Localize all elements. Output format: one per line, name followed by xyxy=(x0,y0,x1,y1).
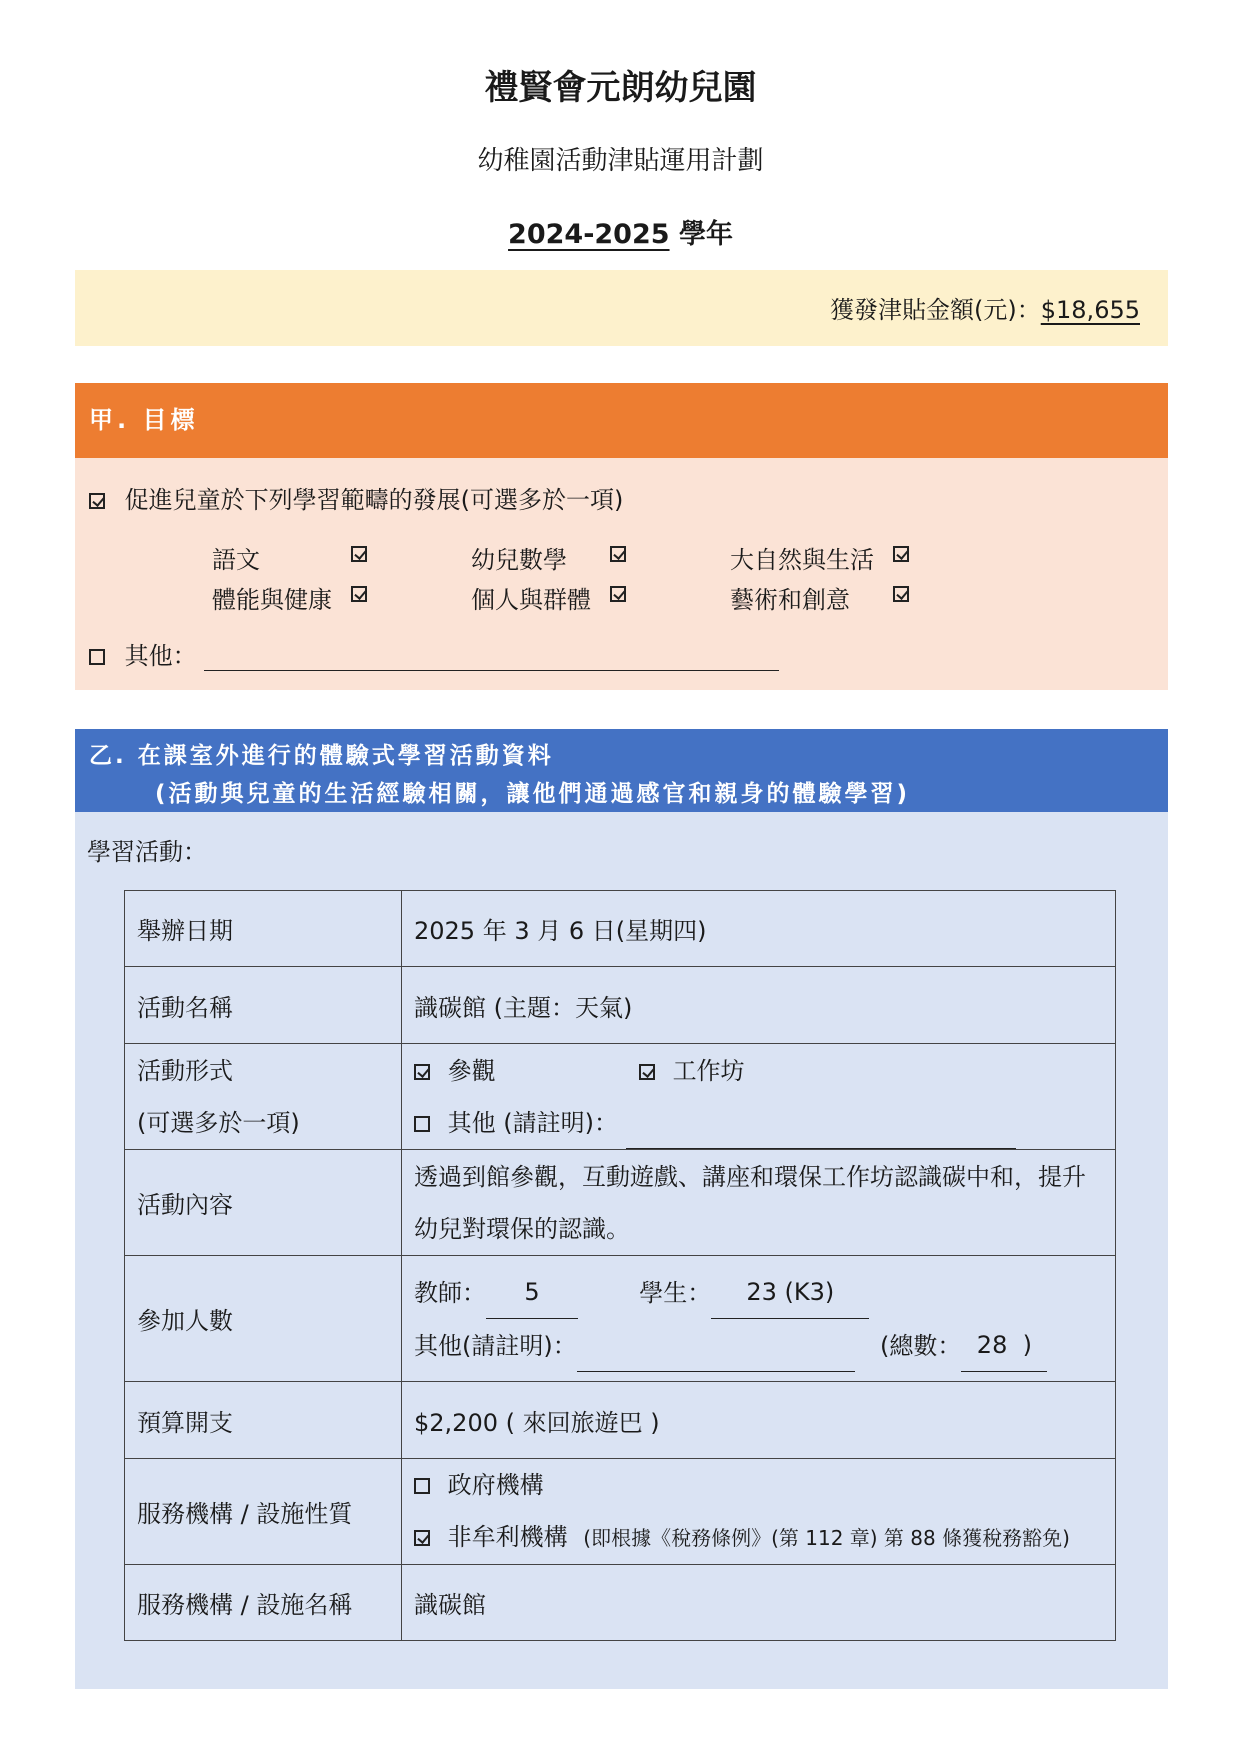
other-objective-label: 其他： xyxy=(124,642,197,670)
content-cell xyxy=(402,1150,1116,1256)
total-prefix: (總數： xyxy=(880,1331,962,1360)
participants-line-1 xyxy=(414,1266,1103,1319)
domain-label: 語文 xyxy=(212,546,260,574)
students-value[interactable]: 23 (K3) xyxy=(711,1266,869,1319)
content-line: 透過到館參觀，互動遊戲、講座和環保工作坊認識碳中和，提升 xyxy=(414,1162,1086,1191)
row-label: 預算開支 xyxy=(125,1382,402,1459)
total-value-field[interactable] xyxy=(961,1319,1047,1372)
domain-label: 藝術和創意 xyxy=(730,586,850,614)
total-suffix: ) xyxy=(1022,1330,1032,1359)
npo-label: 非牟利機構 xyxy=(447,1523,568,1551)
format-hint: (可選多於一項) xyxy=(137,1108,300,1137)
row-label xyxy=(125,1044,402,1150)
main-objective xyxy=(89,480,623,515)
section-b-title: 乙. 在課室外進行的體驗式學習活動資料 xyxy=(89,743,554,769)
students-label: 學生： xyxy=(639,1278,712,1307)
activity-label: 學習活動： xyxy=(87,838,207,866)
table-row xyxy=(125,1459,1116,1565)
domain-checkbox-arts[interactable] xyxy=(893,586,909,602)
grant-label: 獲發津貼金額(元)： xyxy=(830,296,1041,324)
table-row xyxy=(125,1044,1116,1150)
visit-label: 參觀 xyxy=(447,1056,496,1085)
org-name-value: 識碳館 xyxy=(402,1565,1116,1641)
other-participants-label: 其他(請註明)： xyxy=(414,1331,577,1360)
domain-language xyxy=(212,540,260,575)
row-label: 舉辦日期 xyxy=(125,891,402,967)
section-a-body xyxy=(75,458,1168,690)
participants-cell xyxy=(402,1256,1116,1382)
table-row xyxy=(125,1382,1116,1459)
domain-label: 個人與群體 xyxy=(471,586,591,614)
row-label: 服務機構 / 設施名稱 xyxy=(125,1565,402,1641)
row-label: 活動名稱 xyxy=(125,967,402,1044)
gov-checkbox[interactable] xyxy=(414,1478,430,1494)
format-other xyxy=(414,1097,1103,1149)
grant-amount: $18,655 xyxy=(1040,296,1140,324)
domain-checkbox-math[interactable] xyxy=(610,546,626,562)
school-year-suffix: 學年 xyxy=(678,219,733,250)
workshop-label: 工作坊 xyxy=(672,1056,745,1085)
other-objective-field[interactable] xyxy=(204,640,779,671)
table-row xyxy=(125,967,1116,1044)
teachers-label: 教師： xyxy=(414,1278,486,1307)
date-value: 2025 年 3 月 6 日(星期四) xyxy=(402,891,1116,967)
activity-table xyxy=(124,890,1116,1641)
grant-banner xyxy=(75,270,1168,346)
table-row xyxy=(125,1256,1116,1382)
row-label: 服務機構 / 設施性質 xyxy=(125,1459,402,1565)
section-b-subtitle: (活動與兒童的生活經驗相關，讓他們通過感官和親身的體驗學習) xyxy=(155,781,911,807)
school-year xyxy=(0,212,1241,251)
gov-label: 政府機構 xyxy=(447,1471,544,1499)
row-label: 參加人數 xyxy=(125,1256,402,1382)
org-nature-cell xyxy=(402,1459,1116,1565)
visit-checkbox[interactable] xyxy=(414,1064,430,1080)
section-b-header xyxy=(75,729,1168,812)
grant-line xyxy=(830,290,1140,325)
total-value: 28 xyxy=(976,1330,1008,1359)
content-line: 幼兒對環保的認識。 xyxy=(414,1214,630,1243)
org-npo xyxy=(414,1511,1103,1564)
npo-checkbox[interactable] xyxy=(414,1530,430,1546)
domain-checkbox-language[interactable] xyxy=(351,546,367,562)
format-other-field[interactable] xyxy=(626,1114,1016,1149)
budget-value: $2,200 ( 來回旅遊巴 ) xyxy=(402,1382,1116,1459)
school-year-value: 2024-2025 xyxy=(508,219,670,250)
format-other-checkbox[interactable] xyxy=(414,1116,430,1132)
participants-line-2 xyxy=(414,1319,1103,1372)
table-row xyxy=(125,891,1116,967)
domain-arts xyxy=(730,580,850,615)
workshop-checkbox[interactable] xyxy=(639,1064,655,1080)
domain-checkbox-social[interactable] xyxy=(610,586,626,602)
domain-label: 幼兒數學 xyxy=(471,546,567,574)
domain-math xyxy=(471,540,567,575)
row-label: 活動內容 xyxy=(125,1150,402,1256)
main-objective-checkbox[interactable] xyxy=(89,493,105,509)
format-other-label: 其他 (請註明)： xyxy=(447,1108,618,1137)
table-row xyxy=(125,1565,1116,1641)
other-participants-field[interactable] xyxy=(577,1337,855,1372)
domain-nature xyxy=(730,540,874,575)
section-a-header: 甲. 目標 xyxy=(75,383,1168,458)
activity-name-value: 識碳館 (主題：天氣) xyxy=(402,967,1116,1044)
plan-title: 幼稚園活動津貼運用計劃 xyxy=(477,146,764,176)
domain-label: 大自然與生活 xyxy=(730,546,874,574)
format-options xyxy=(414,1045,1103,1097)
domain-checkbox-physical[interactable] xyxy=(351,586,367,602)
format-label: 活動形式 xyxy=(137,1056,233,1085)
domain-label: 體能與健康 xyxy=(212,586,332,614)
domain-physical xyxy=(212,580,332,615)
format-cell xyxy=(402,1044,1116,1150)
domain-social xyxy=(471,580,591,615)
teachers-value[interactable]: 5 xyxy=(486,1266,578,1319)
other-objective xyxy=(89,636,779,671)
main-objective-label: 促進兒童於下列學習範疇的發展(可選多於一項) xyxy=(124,486,624,514)
school-name: 禮賢會元朗幼兒園 xyxy=(484,68,757,108)
npo-note: (即根據《稅務條例》(第 112 章) 第 88 條獲稅務豁免) xyxy=(583,1526,1070,1550)
other-objective-checkbox[interactable] xyxy=(89,649,105,665)
table-row xyxy=(125,1150,1116,1256)
domain-checkbox-nature[interactable] xyxy=(893,546,909,562)
org-gov xyxy=(414,1459,1103,1511)
